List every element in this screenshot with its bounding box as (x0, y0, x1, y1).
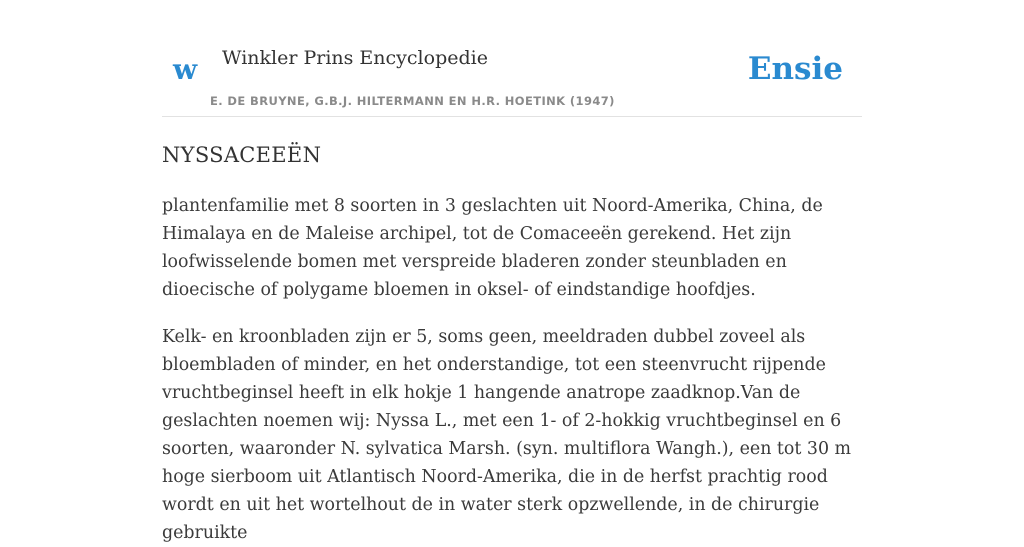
publication-header (162, 0, 862, 117)
encyclopedia-logo[interactable]: w (173, 53, 198, 86)
publication-title[interactable]: Winkler Prins Encyclopedie (222, 47, 488, 69)
article-title: NYSSACEEËN (162, 143, 322, 167)
publication-authors: E. DE BRUYNE, G.B.J. HILTERMANN EN H.R. HOETINK (1947) (210, 94, 615, 108)
ensie-brand-logo[interactable]: Ensie (747, 51, 843, 87)
article-paragraph: Kelk- en kroonbladen zijn er 5, soms geen, meeldraden dubbel zoveel als bloembladen of minder, en het onderstandige, tot een steenvrucht rijpende vruchtbeginsel heeft in elk hokje 1 hangende anatrope zaadknop.Van de geslachten noemen wij: Nyssa L., met een 1- of 2-hokkig vruchtbeginsel en 6 soorten, waaronder N. sylvatica Marsh. (syn. multiflora Wangh.), een tot 30 m hoge sierboom uit Atlantisch Noord-Amerika, die in de herfst prachtig rood wordt en uit het wortelhout de in water sterk opzwellende, in de chirurgie gebruikte (162, 327, 852, 543)
article-body (162, 136, 862, 547)
article-paragraph: plantenfamilie met 8 soorten in 3 geslachten uit Noord-Amerika, China, de Himalaya en de Maleise archipel, tot de Comaceeën gerekend. Het zijn loofwisselende bomen met verspreide bladeren zonder steunbladen en dioecische of polygame bloemen in oksel- of eindstandige hoofdjes. (162, 196, 823, 300)
